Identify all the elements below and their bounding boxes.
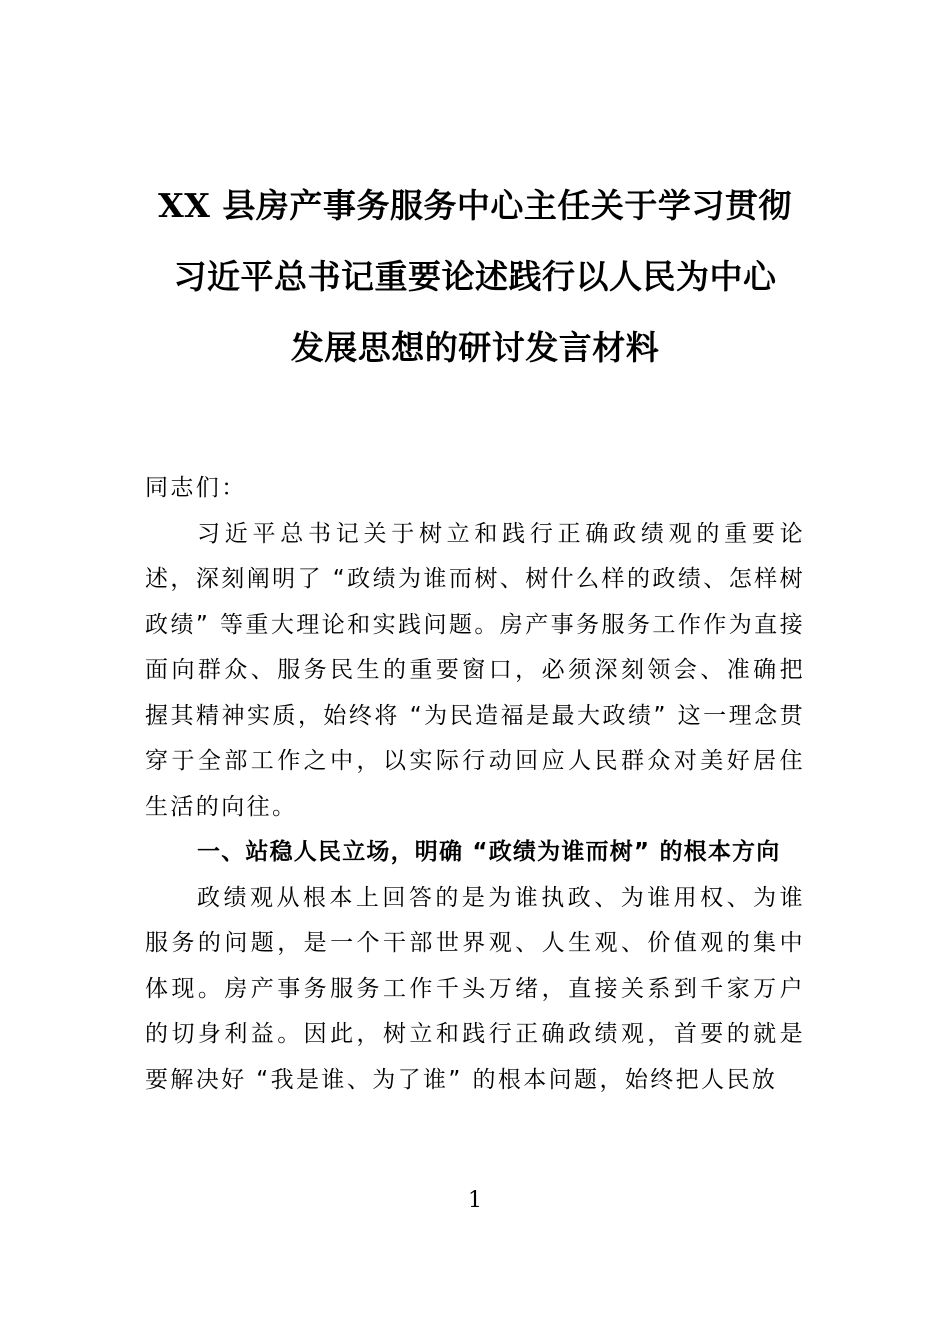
- title-line-2: 习近平总书记重要论述践行以人民为中心: [173, 257, 777, 296]
- document-title: [120, 170, 830, 383]
- section-heading: 一、站稳人民立场，明确 “政绩为谁而树” 的根本方向: [197, 839, 781, 865]
- section-paragraph: 政绩观从根本上回答的是为谁执政、为谁用权、为谁服务的问题，是一个干部世界观、人生观、价值观的集中体现。房产事务服务工作千头万绪，直接关系到千家万户的切身利益。因此，树立和践行正确政绩观，首要的就是要解决好 “我是谁、为了谁” 的根本问题，始终把人民放: [145, 884, 805, 1093]
- salutation: 同志们：: [145, 475, 247, 501]
- title-line-3: 发展思想的研讨发言材料: [290, 328, 660, 367]
- intro-paragraph: 习近平总书记关于树立和践行正确政绩观的重要论述，深刻阐明了 “政绩为谁而树、树什么样的政绩、怎样树政绩” 等重大理论和实践问题。房产事务服务工作作为直接面向群众、服务民生的重要窗口，必须深刻领会、准确把握其精神实质，始终将 “为民造福是最大政绩” 这一理念贯穿于全部工作之中，以实际行动回应人民群众对美好居住生活的向往。: [145, 520, 805, 820]
- title-line-1: XX 县房产事务服务中心主任关于学习贯彻: [158, 186, 792, 225]
- document-body: [145, 466, 805, 1103]
- page-number: 1: [468, 1188, 482, 1213]
